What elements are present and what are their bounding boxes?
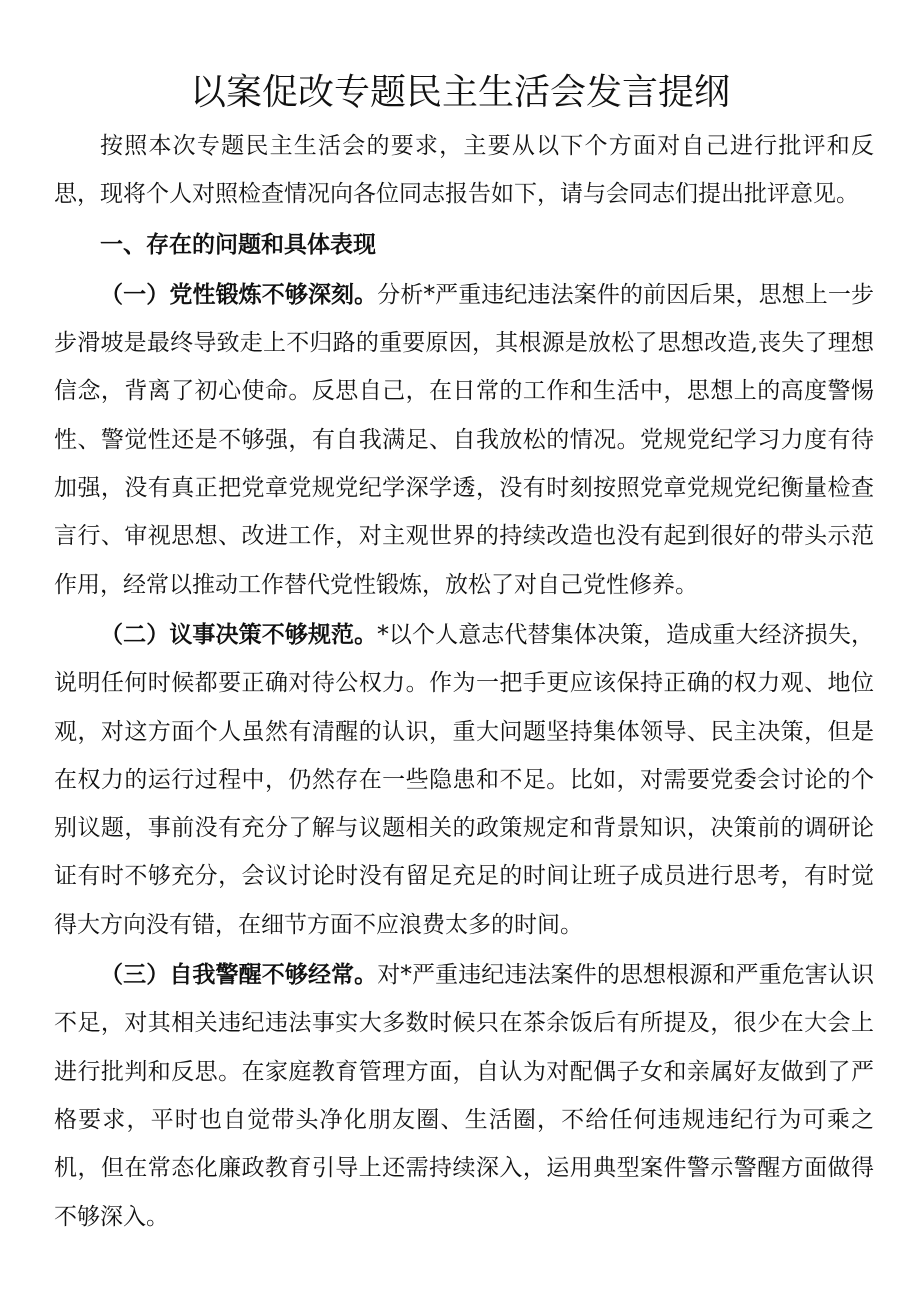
item-lead-2: （二）议事决策不够规范。: [100, 620, 378, 648]
item-lead-3: （三）自我警醒不够经常。: [100, 961, 378, 989]
item-paragraph-2: [54, 611, 874, 949]
item-lead-1: （一）党性锻炼不够深刻。: [100, 280, 378, 308]
intro-paragraph: 按照本次专题民主生活会的要求，主要从以下个方面对自己进行批评和反思，现将个人对照检查情况向各位同志报告如下，请与会同志们提出批评意见。: [54, 133, 874, 208]
item-text-2: *以个人意志代替集体决策，造成重大经济损失，说明任何时候都要正确对待公权力。作为一把手更应该保持正确的权力观、地位观，对这方面个人虽然有清醒的认识，重大问题坚持集体领导、民主决策，但是在权力的运行过程中，仍然存在一些隐患和不足。比如，对需要党委会讨论的个别议题，事前没有充分了解与议题相关的政策规定和背景知识，决策前的调研论证有时不够充分，会议讨论时没有留足充足的时间让班子成员进行思考，有时觉得大方向没有错，在细节方面不应浪费太多的时间。: [54, 621, 875, 938]
section-heading: 一、存在的问题和具体表现: [100, 230, 376, 258]
item-text-1: 分析*严重违纪违法案件的前因后果，思想上一步步滑坡是最终导致走上不归路的重要原因，其根源是放松了思想改造,丧失了理想信念，背离了初心使命。反思自己，在日常的工作和生活中，思想上的高度警惕性、警觉性还是不够强，有自我满足、自我放松的情况。党规党纪学习力度有待加强，没有真正把党章党规党纪学深学透，没有时刻按照党章党规党纪衡量检查言行、审视思想、改进工作，对主观世界的持续改造也没有起到很好的带头示范作用，经常以推动工作替代党性锻炼，放松了对自己党性修养。: [54, 281, 875, 598]
document-title: 以案促改专题民主生活会发言提纲: [189, 72, 730, 113]
document-body: [54, 122, 874, 1241]
item-paragraph-1: [54, 271, 874, 609]
item-paragraph-3: [54, 951, 874, 1241]
item-text-3: 对*严重违纪违法案件的思想根源和严重危害认识不足，对其相关违纪违法事实大多数时候只在茶余饭后有所提及，很少在大会上进行批判和反思。在家庭教育管理方面，自认为对配偶子女和亲属好友做到了严格要求，平时也自觉带头净化朋友圈、生活圈，不给任何违规违纪行为可乘之机，但在常态化廉政教育引导上还需持续深入，运用典型案件警示警醒方面做得不够深入。: [54, 962, 875, 1230]
